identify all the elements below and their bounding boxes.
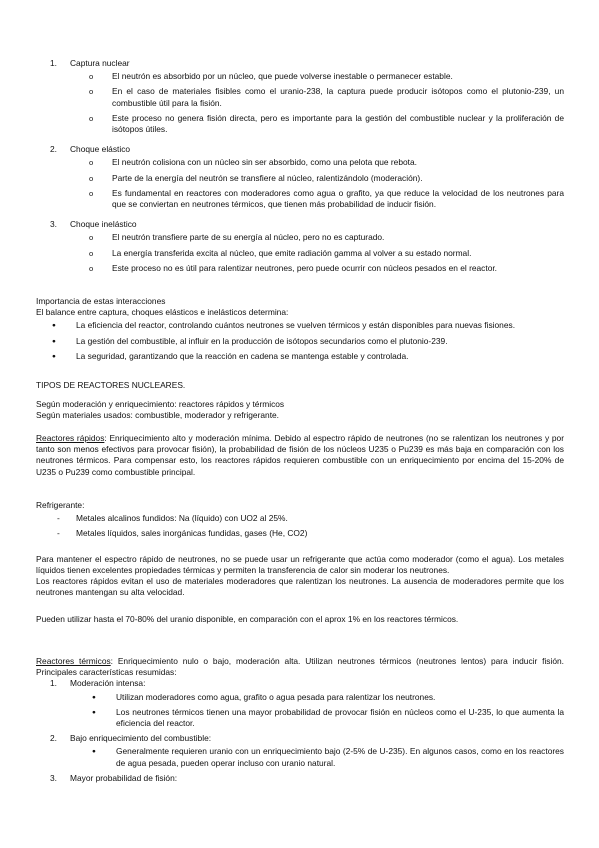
thermal-item-number: 1. (50, 678, 57, 689)
thermal-item-title: Bajo enriquecimiento del combustible: (70, 733, 212, 744)
thermal-label: Reactores térmicos (36, 656, 111, 666)
thermal-item (36, 678, 564, 729)
types-heading: TIPOS DE REACTORES NUCLEARES. (36, 380, 186, 390)
coolant-paragraph-3: Pueden utilizar hasta el 70-80% del uranio disponible, en comparación con el aprox 1% en los reactores térmicos. (36, 614, 459, 625)
interaction-point: o El neutrón colisiona con un núcleo sin ser absorbido, como una pelota que rebota. (36, 157, 564, 168)
coolant-item: - Metales líquidos, sales inorgánicas fundidas, gases (He, CO2) (36, 528, 564, 539)
interaction-points (36, 232, 564, 274)
interaction-point: o La energía transferida excita al núcleo, que emite radiación gamma al volver a su estado normal. (36, 248, 564, 259)
importance-bullet: ● La seguridad, garantizando que la reacción en cadena se mantenga estable y controlada. (36, 351, 564, 362)
fast-reactors-text: : Enriquecimiento alto y moderación mínima. Debido al espectro rápido de neutrones (no se ralentizan los neutrones y por tanto son menos efectivos para provocar fisión), la probabilidad de fisión de los núcleos U235 o Pu239 es más baja en comparación con los neutrones térmicos. Para compensar esto, los reactores rápidos requieren combustible con un enriquecimiento por encima del 15-20% de U235 o Pu239 como combustible principal. (36, 433, 564, 477)
coolant-paragraph-2: Los reactores rápidos evitan el uso de materiales moderadores que ralentizan los neutrones. La ausencia de moderadores permite que los neutrones mantengan su alta velocidad. (36, 576, 564, 598)
interaction-point: o En el caso de materiales fisibles como el uranio-238, la captura puede producir isótopos como el plutonio-239, un combustible útil para la fisión. (36, 86, 564, 108)
coolant-heading: Refrigerante: (36, 500, 85, 510)
thermal-item-point: ● Utilizan moderadores como agua, grafito o agua pesada para ralentizar los neutrones. (36, 692, 564, 703)
thermal-list (36, 678, 564, 784)
interaction-point: o El neutrón transfiere parte de su energía al núcleo, pero no es capturado. (36, 232, 564, 243)
interactions-section (36, 58, 564, 283)
importance-bullet: ● La gestión del combustible, al influir en la producción de isótopos secundarios como el plutonio-239. (36, 336, 564, 347)
coolant-list (36, 513, 564, 539)
interaction-point: o El neutrón es absorbido por un núcleo, que puede volverse inestable o permanecer estable. (36, 71, 564, 82)
thermal-item (36, 733, 564, 769)
interaction-points (36, 157, 564, 210)
importance-bullets (36, 320, 564, 362)
interaction-number: 3. (50, 219, 57, 230)
interaction-number: 2. (50, 144, 57, 155)
types-line-1: Según moderación y enriquecimiento: reactores rápidos y térmicos (36, 399, 285, 410)
interaction-number: 1. (50, 58, 57, 68)
importance-heading: Importancia de estas interacciones (36, 296, 166, 306)
thermal-text: : Enriquecimiento nulo o bajo, moderación alta. Utilizan neutrones térmicos (neutrones lentos) para inducir fisión. Principales características resumidas: (36, 656, 565, 678)
fast-reactors-paragraph (36, 433, 564, 478)
importance-intro: El balance entre captura, choques elásticos e inelásticos determina: (36, 307, 289, 318)
coolant-item: - Metales alcalinos fundidos: Na (líquido) con UO2 al 25%. (36, 513, 564, 524)
thermal-item-points (36, 746, 564, 768)
coolant-section (36, 500, 564, 626)
interaction-point: o Este proceso no genera fisión directa, pero es importante para la gestión del combustible nuclear y la proliferación de isótopos útiles. (36, 113, 564, 135)
interaction-point: o Es fundamental en reactores con moderadores como agua o grafito, ya que reduce la velocidad de los neutrones para que se conviertan en neutrones térmicos, que tienen más probabilidad de inducir fisión. (36, 188, 564, 210)
interaction-item (36, 58, 564, 135)
thermal-item-point: ● Generalmente requieren uranio con un enriquecimiento bajo (2-5% de U-235). En algunos casos, como en los reactores de agua pesada, pueden operar incluso con uranio natural. (36, 746, 564, 768)
importance-section (36, 296, 564, 366)
interaction-item (36, 219, 564, 274)
interactions-list (36, 58, 564, 274)
interaction-point: o Parte de la energía del neutrón se transfiere al núcleo, ralentizándolo (moderación). (36, 173, 564, 184)
coolant-paragraph-1: Para mantener el espectro rápido de neutrones, no se puede usar un refrigerante que actúa como moderador (como el agua). Los metales líquidos tienen excelentes propiedades térmicas y permiten la transferencia de calor sin moderar los neutrones. (36, 553, 564, 575)
thermal-item-number: 3. (50, 772, 57, 783)
thermal-item-title: Mayor probabilidad de fisión: (70, 772, 178, 783)
thermal-section (36, 656, 564, 787)
interaction-points (36, 71, 564, 135)
interaction-title: Choque elástico (70, 144, 131, 155)
thermal-item-point: ● Los neutrones térmicos tienen una mayor probabilidad de provocar fisión en núcleos como el U-235, lo que aumenta la eficiencia del reactor. (36, 707, 564, 729)
interaction-item (36, 144, 564, 210)
thermal-item (36, 773, 564, 784)
importance-bullet: ● La eficiencia del reactor, controlando cuántos neutrones se vuelven térmicos y están disponibles para nuevas fisiones. (36, 320, 564, 331)
thermal-paragraph (36, 656, 564, 678)
interaction-title: Captura nuclear (70, 58, 130, 68)
thermal-item-number: 2. (50, 733, 57, 744)
thermal-item-points (36, 692, 564, 730)
fast-reactors-label: Reactores rápidos (36, 433, 105, 443)
interaction-point: o Este proceso no es útil para ralentizar neutrones, pero puede ocurrir con núcleos pesados en el reactor. (36, 263, 564, 274)
types-line-2: Según materiales usados: combustible, moderador y refrigerante. (36, 410, 280, 421)
thermal-item-title: Moderación intensa: (70, 678, 146, 689)
types-section (36, 380, 564, 422)
interaction-title: Choque inelástico (70, 219, 137, 230)
